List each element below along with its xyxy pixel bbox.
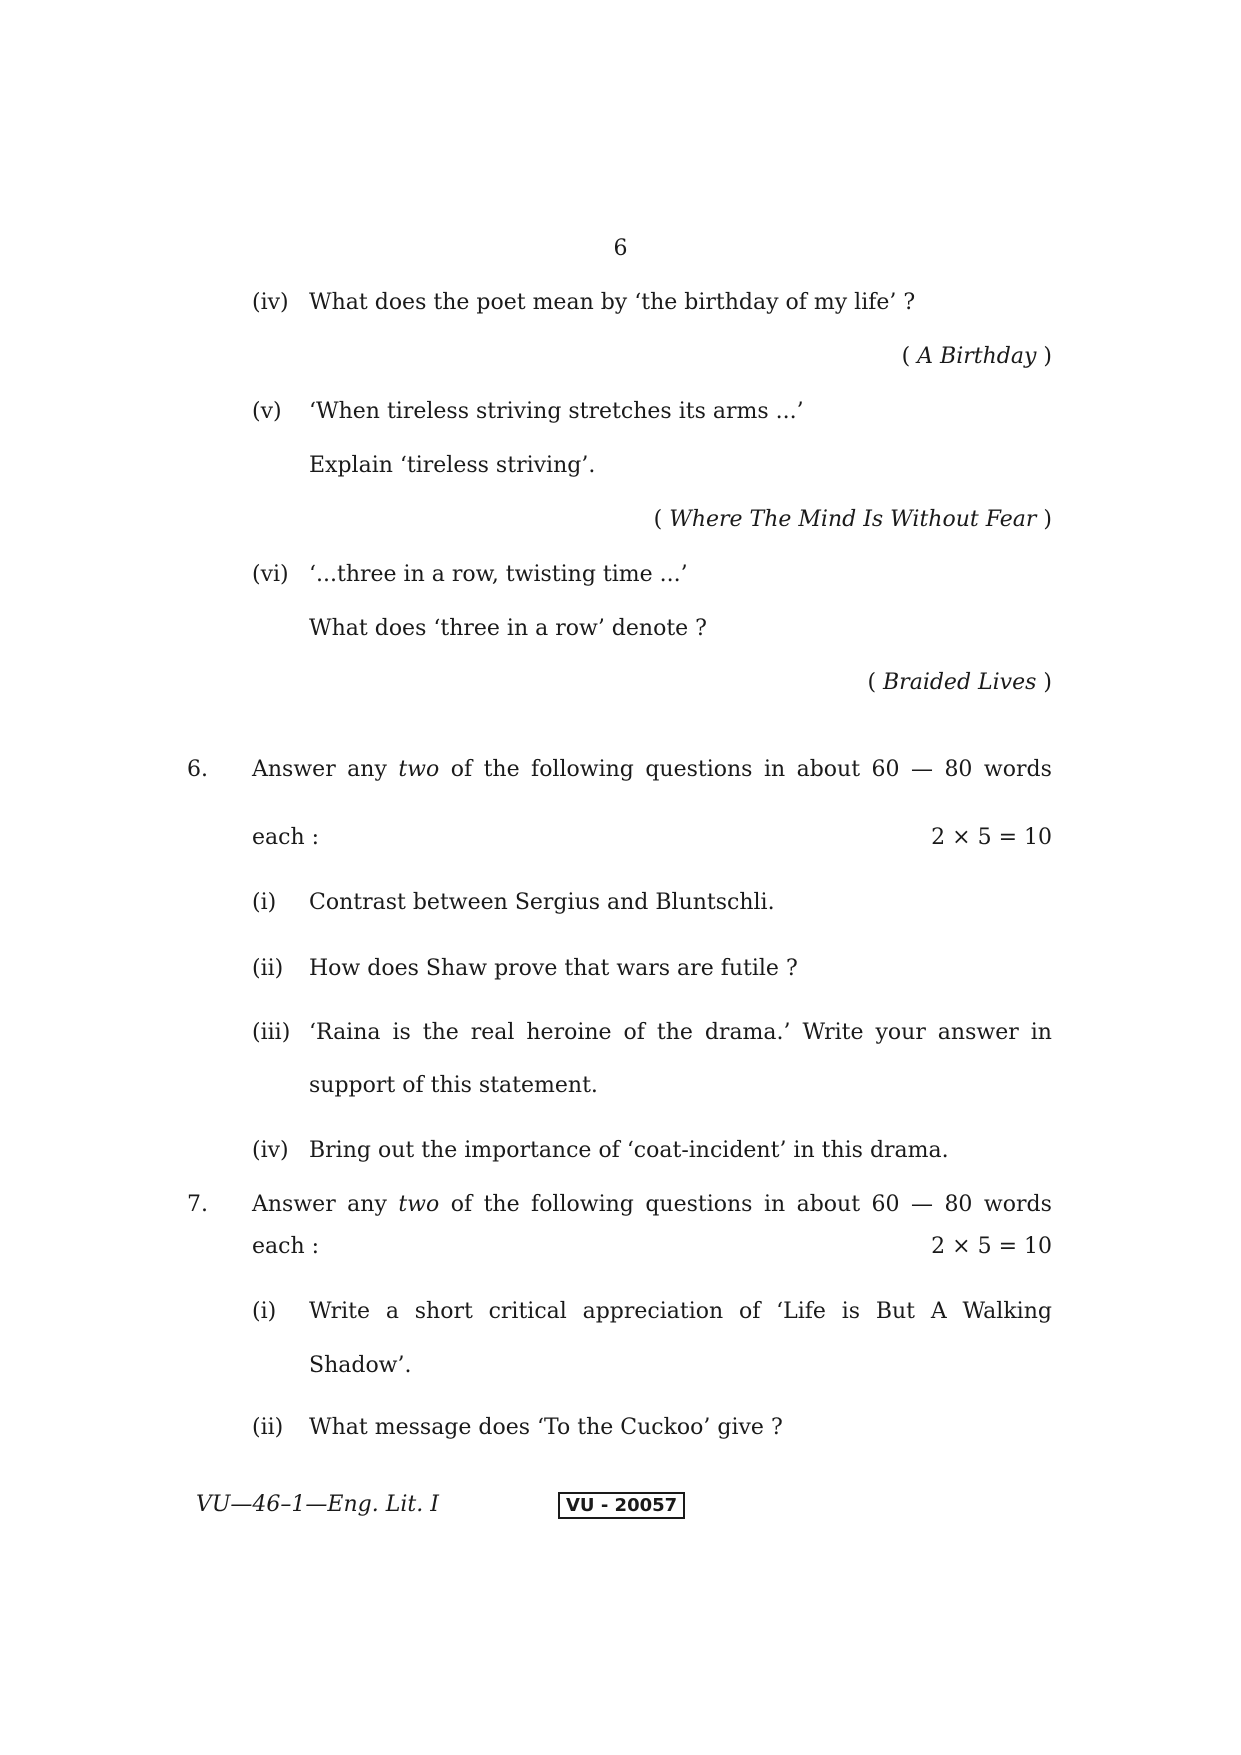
poem-title: Braided Lives <box>883 670 1037 695</box>
word: 60 <box>871 1192 900 1217</box>
instruction-continuation: each : <box>252 1234 320 1259</box>
question-text: Contrast between Sergius and Bluntschli. <box>309 890 775 915</box>
poem-source: ( Braided Lives ) <box>867 670 1052 695</box>
word: about <box>796 757 861 782</box>
question-text: Bring out the importance of ‘coat-incident’ in this drama. <box>309 1138 949 1163</box>
word: Write <box>309 1299 371 1324</box>
poem-source: ( Where The Mind Is Without Fear ) <box>653 507 1052 532</box>
item-number: (iv) <box>252 1138 289 1163</box>
word: appreciation <box>582 1299 724 1324</box>
poem-title: A Birthday <box>917 344 1037 369</box>
word: A <box>930 1299 947 1324</box>
word: about <box>796 1192 861 1217</box>
word: Write <box>802 1020 864 1045</box>
word: words <box>983 1192 1052 1217</box>
page-number: 6 <box>613 236 628 261</box>
question-text: What message does ‘To the Cuckoo’ give ? <box>309 1415 783 1440</box>
item-number: (iii) <box>252 1020 291 1045</box>
word: your <box>875 1020 926 1045</box>
question-text: How does Shaw prove that wars are futile ? <box>309 956 798 981</box>
poem-source: ( A Birthday ) <box>901 344 1052 369</box>
item-number: (i) <box>252 890 277 915</box>
word: any <box>347 1192 387 1217</box>
quotation-text: ‘When tireless striving stretches its arms ...’ <box>309 399 804 424</box>
word: Answer <box>252 757 336 782</box>
word: drama.’ <box>704 1020 791 1045</box>
word: in <box>1030 1020 1052 1045</box>
marks-allocation: 2 × 5 = 10 <box>931 1234 1052 1259</box>
word: answer <box>937 1020 1019 1045</box>
word: in <box>763 1192 786 1217</box>
word: in <box>763 757 786 782</box>
marks-allocation: 2 × 5 = 10 <box>931 825 1052 850</box>
word: Walking <box>962 1299 1052 1324</box>
word: is <box>841 1299 861 1324</box>
word: But <box>875 1299 916 1324</box>
word: the <box>656 1020 693 1045</box>
item-number: (v) <box>252 399 282 424</box>
word: ‘Raina <box>309 1020 381 1045</box>
word: of <box>738 1299 761 1324</box>
word: 80 <box>944 1192 973 1217</box>
question-text: Explain ‘tireless striving’. <box>309 453 596 478</box>
word: the <box>422 1020 459 1045</box>
question-instruction <box>252 1194 1052 1216</box>
item-number: (vi) <box>252 562 289 587</box>
word: 60 <box>871 757 900 782</box>
word: words <box>983 757 1052 782</box>
instruction-continuation: each : <box>252 825 320 850</box>
word: — <box>910 1192 933 1217</box>
word: — <box>910 757 933 782</box>
question-text: What does ‘three in a row’ denote ? <box>309 616 707 641</box>
paper-code: VU—46–1—Eng. Lit. I <box>196 1492 439 1517</box>
word: of <box>450 757 473 782</box>
word: following <box>531 757 634 782</box>
word: Answer <box>252 1192 336 1217</box>
word: two <box>398 1192 440 1217</box>
word: short <box>414 1299 473 1324</box>
question-text: What does the poet mean by ‘the birthday of my life’ ? <box>309 290 916 315</box>
word: a <box>385 1299 399 1324</box>
word: following <box>531 1192 634 1217</box>
word: two <box>398 757 440 782</box>
question-number: 6. <box>187 757 208 782</box>
question-paper-code: VU - 20057 <box>558 1492 685 1519</box>
question-text-continuation: support of this statement. <box>309 1073 598 1098</box>
item-number: (i) <box>252 1299 277 1324</box>
item-number: (iv) <box>252 290 289 315</box>
quotation-text: ‘...three in a row, twisting time ...’ <box>309 562 688 587</box>
item-number: (ii) <box>252 956 284 981</box>
question-text <box>309 1022 1052 1044</box>
word: ‘Life <box>776 1299 826 1324</box>
word: questions <box>645 757 753 782</box>
word: is <box>392 1020 411 1045</box>
word: heroine <box>526 1020 612 1045</box>
item-number: (ii) <box>252 1415 284 1440</box>
question-instruction <box>252 759 1052 781</box>
word: questions <box>645 1192 753 1217</box>
word: real <box>470 1020 515 1045</box>
word: the <box>483 757 520 782</box>
word: of <box>450 1192 473 1217</box>
word: 80 <box>944 757 973 782</box>
question-number: 7. <box>187 1192 208 1217</box>
word: any <box>347 757 387 782</box>
poem-title: Where The Mind Is Without Fear <box>669 507 1037 532</box>
question-text-continuation: Shadow’. <box>309 1353 412 1378</box>
word: critical <box>488 1299 567 1324</box>
question-text <box>309 1301 1052 1323</box>
word: of <box>623 1020 645 1045</box>
word: the <box>483 1192 520 1217</box>
